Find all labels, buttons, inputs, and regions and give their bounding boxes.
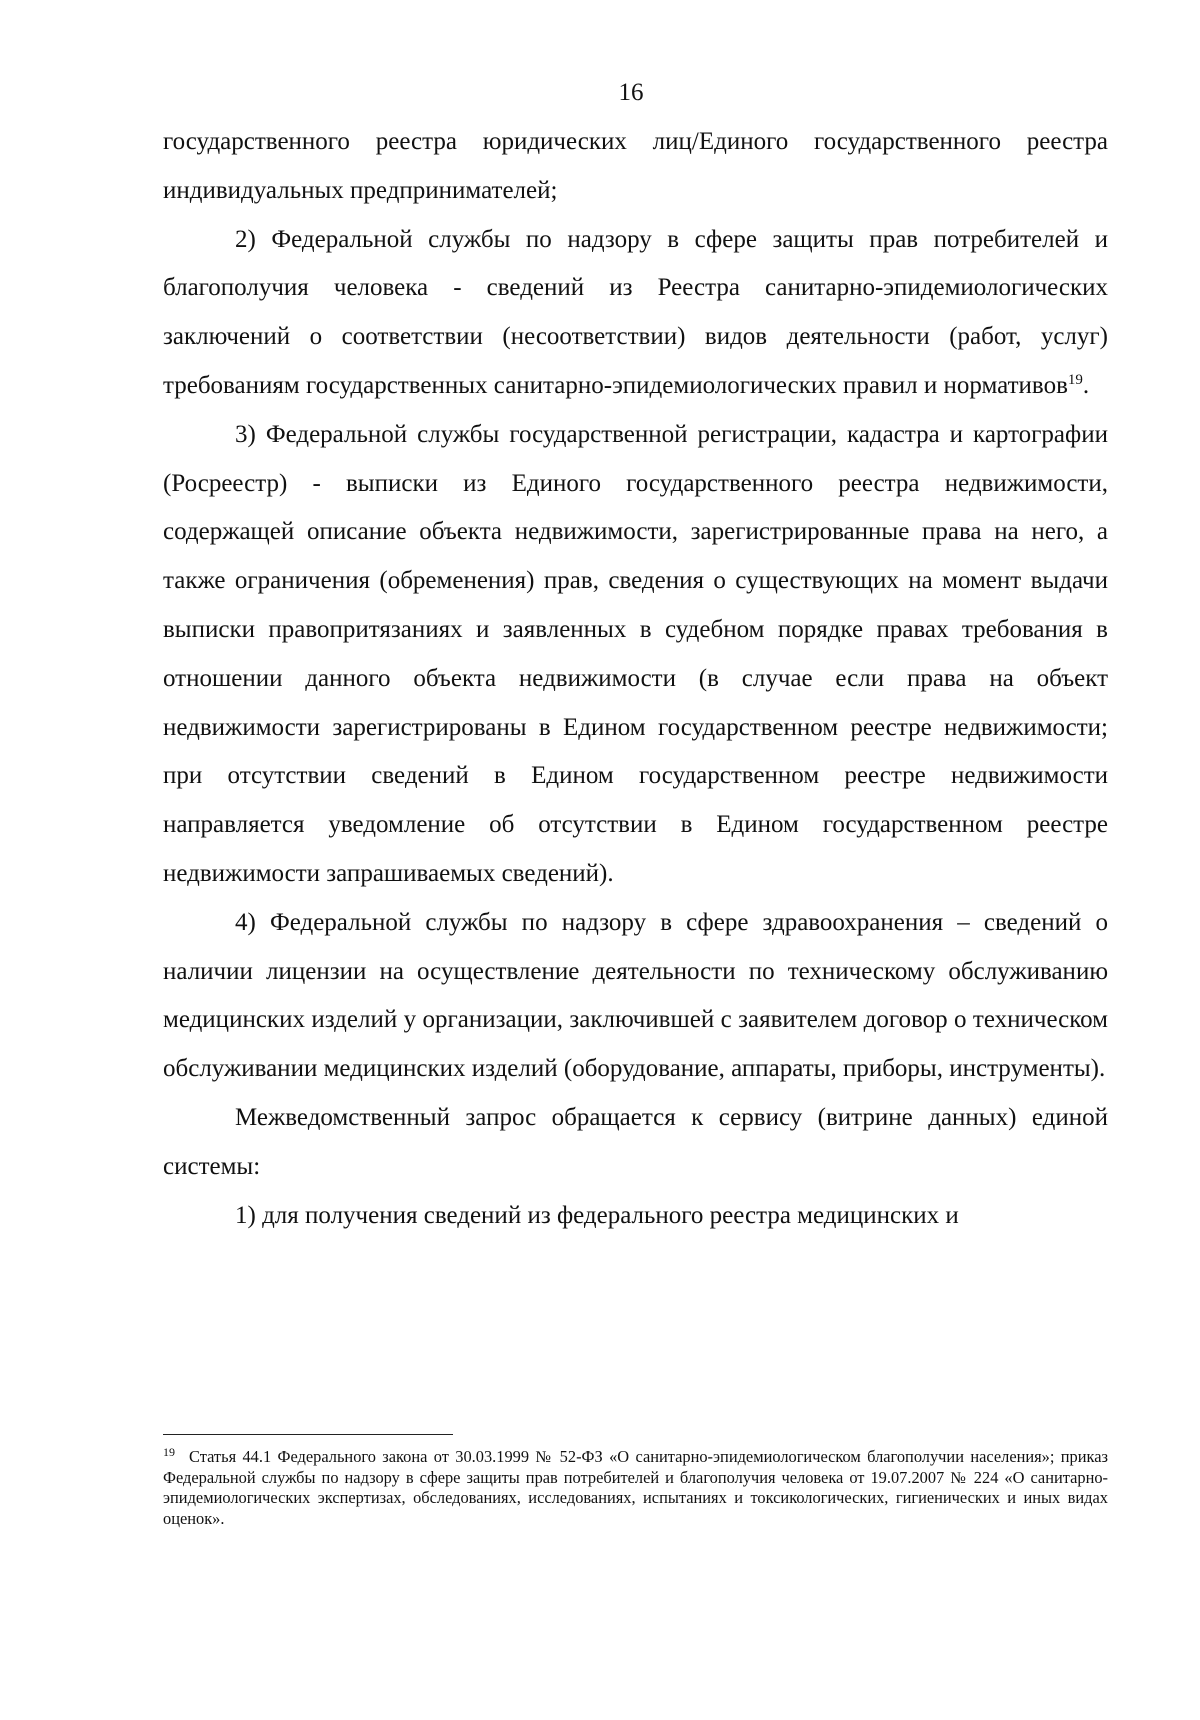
paragraph-3: 3) Федеральной службы государственной регистрации, кадастра и картографии (Росреестр) - выписки из Единого государственного реестра недвижимости, содержащей описание объекта недвижимости, зарегистрированные права на него, а также ограничения (обременения) прав, сведения о существующих на момент выдачи выписки правопритязаниях и заявленных в судебном порядке правах требования в отношении данного объекта недвижимости (в случае если права на объект недвижимости зарегистрированы в Едином государственном реестре недвижимости; при отсутствии сведений в Едином государственном реестре недвижимости направляется уведомление об отсутствии в Едином государственном реестре недвижимости запрашиваемых сведений). [163,420,1108,887]
footnote-reference: 19 [1067,371,1083,388]
body-text [163,118,1108,1240]
footnote-text: Статья 44.1 Федерального закона от 30.03.1999 № 52-ФЗ «О санитарно-эпидемиологическом благополучии населения»; приказ Федеральной службы по надзору в сфере защиты прав потребителей и благополучия человека от 19.07.2007 № 224 «О санитарно-эпидемиологических экспертизах, обследованиях, исследованиях, испытаниях и токсикологических, гигиенических и иных видах оценок». [163,1447,1108,1528]
page-number: 16 [618,79,644,106]
paragraph-5: Межведомственный запрос обращается к сервису (витрине данных) единой системы: [163,1103,1108,1180]
paragraph-2-text: 2) Федеральной службы по надзору в сфере защиты прав потребителей и благополучия человека - сведений из Реестра санитарно-эпидемиологических заключений о соответствии (несоответствии) видов деятельности (работ, услуг) требованиям государственных санитарно-эпидемиологических правил и нормативов [163,225,1108,399]
paragraph-4: 4) Федеральной службы по надзору в сфере здравоохранения – сведений о наличии лицензии на осуществление деятельности по техническому обслуживанию медицинских изделий у организации, заключившей с заявителем договор о техническом обслуживании медицинских изделий (оборудование, аппараты, приборы, инструменты). [163,908,1108,1083]
paragraph-1: государственного реестра юридических лиц/Единого государственного реестра индивидуальных предпринимателей; [163,128,1108,204]
footnote-number: 19 [163,1445,175,1459]
footnote-separator [163,1434,453,1435]
paragraph-2-end: . [1082,371,1090,399]
footnote [163,1447,1108,1529]
paragraph-6: 1) для получения сведений из федерального реестра медицинских и [235,1201,959,1229]
paragraph-2 [163,216,1108,411]
